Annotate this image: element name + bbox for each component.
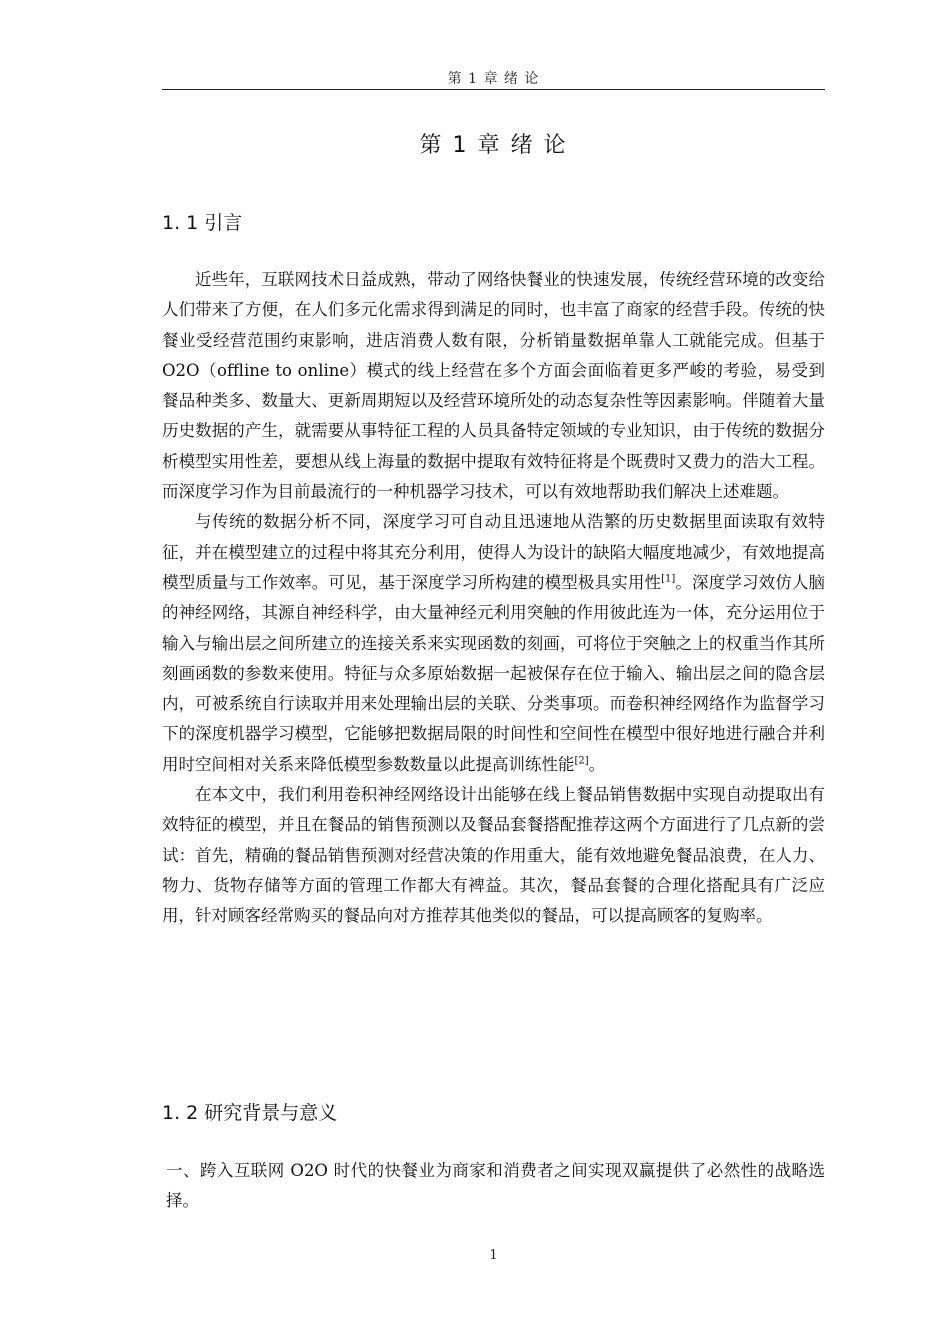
chapter-title: 第 1 章 绪 论 [419, 133, 568, 158]
page-number: 1 [489, 1248, 498, 1263]
section-heading-intro: 1. 1 引言 [162, 212, 243, 234]
citation-ref-1: [1] [661, 573, 676, 585]
running-header: 第 1 章 绪 论 [447, 71, 540, 87]
paragraph-3: 在本文中，我们利用卷积神经网络设计出能够在线上餐品销售数据中实现自动提取出有效特征的模型，并且在餐品的销售预测以及餐品套餐搭配推荐这两个方面进行了几点新的尝试：首先，精确的餐品销售预测对经营决策的作用重大，能有效地避免餐品浪费，在人力、物力、货物存储等方面的管理工作都大有裨益。其次，餐品套餐的合理化搭配具有广泛应用，针对顾客经常购买的餐品向对方推荐其他类似的餐品，可以提高顾客的复购率。 [162, 785, 825, 926]
paragraph-1: 近些年，互联网技术日益成熟，带动了网络快餐业的快速发展，传统经营环境的改变给人们带来了方便，在人们多元化需求得到满足的同时，也丰富了商家的经营手段。传统的快餐业受经营范围约束影响，进店消费人数有限，分析销量数据单靠人工就能完成。但基于 O2O（offline to online）模式的线上经营在多个方面会面临着更多严峻的考验，易受到餐品种类多、数量大、更新周期短以及经营环境所处的动态复杂性等因素影响。伴随着大量历史数据的产生，就需要从事特征工程的人员具备特定领域的专业知识，由于传统的数据分析模型实用性差，要想从线上海量的数据中提取有效特征将是个既费时又费力的浩大工程。而深度学习作为目前最流行的一种机器学习技术，可以有效地帮助我们解决上述难题。 [162, 270, 825, 502]
paragraph-2-part-2: 。深度学习效仿人脑的神经网络，其源自神经科学，由大量神经元利用突触的作用彼此连为一体，充分运用位于输入与输出层之间所建立的连接关系来实现函数的刻画，可将位于突触之上的权重当作其所刻画函数的参数来使用。特征与众多原始数据一起被保存在位于输入、输出层之间的隐含层内，可被系统自行读取并用来处理输出层的关联、分类事项。而卷积神经网络作为监督学习下的深度机器学习模型，它能够把数据局限的时间性和空间性在模型中很好地进行融合并利用时空间相对关系来降低模型参数数量以此提高训练性能 [162, 572, 826, 774]
intro-body [162, 265, 825, 932]
paragraph-2-part-1: 与传统的数据分析不同，深度学习可自动且迅速地从浩繁的历史数据里面读取有效特征，并在模型建立的过程中将其充分利用，使得人为设计的缺陷大幅度地减少，有效地提高模型质量与工作效率。可见，基于深度学习所构建的模型极具实用性 [162, 512, 825, 592]
paragraph-2 [162, 507, 825, 780]
list-item-1: 一、跨入互联网 O2O 时代的快餐业为商家和消费者之间实现双赢提供了必然性的战略选择。 [166, 1161, 825, 1211]
header-rule [162, 89, 825, 90]
paragraph-2-part-3: 。 [588, 754, 606, 774]
section-heading-background: 1. 2 研究背景与意义 [162, 1102, 338, 1124]
citation-ref-2: [2] [574, 755, 589, 767]
